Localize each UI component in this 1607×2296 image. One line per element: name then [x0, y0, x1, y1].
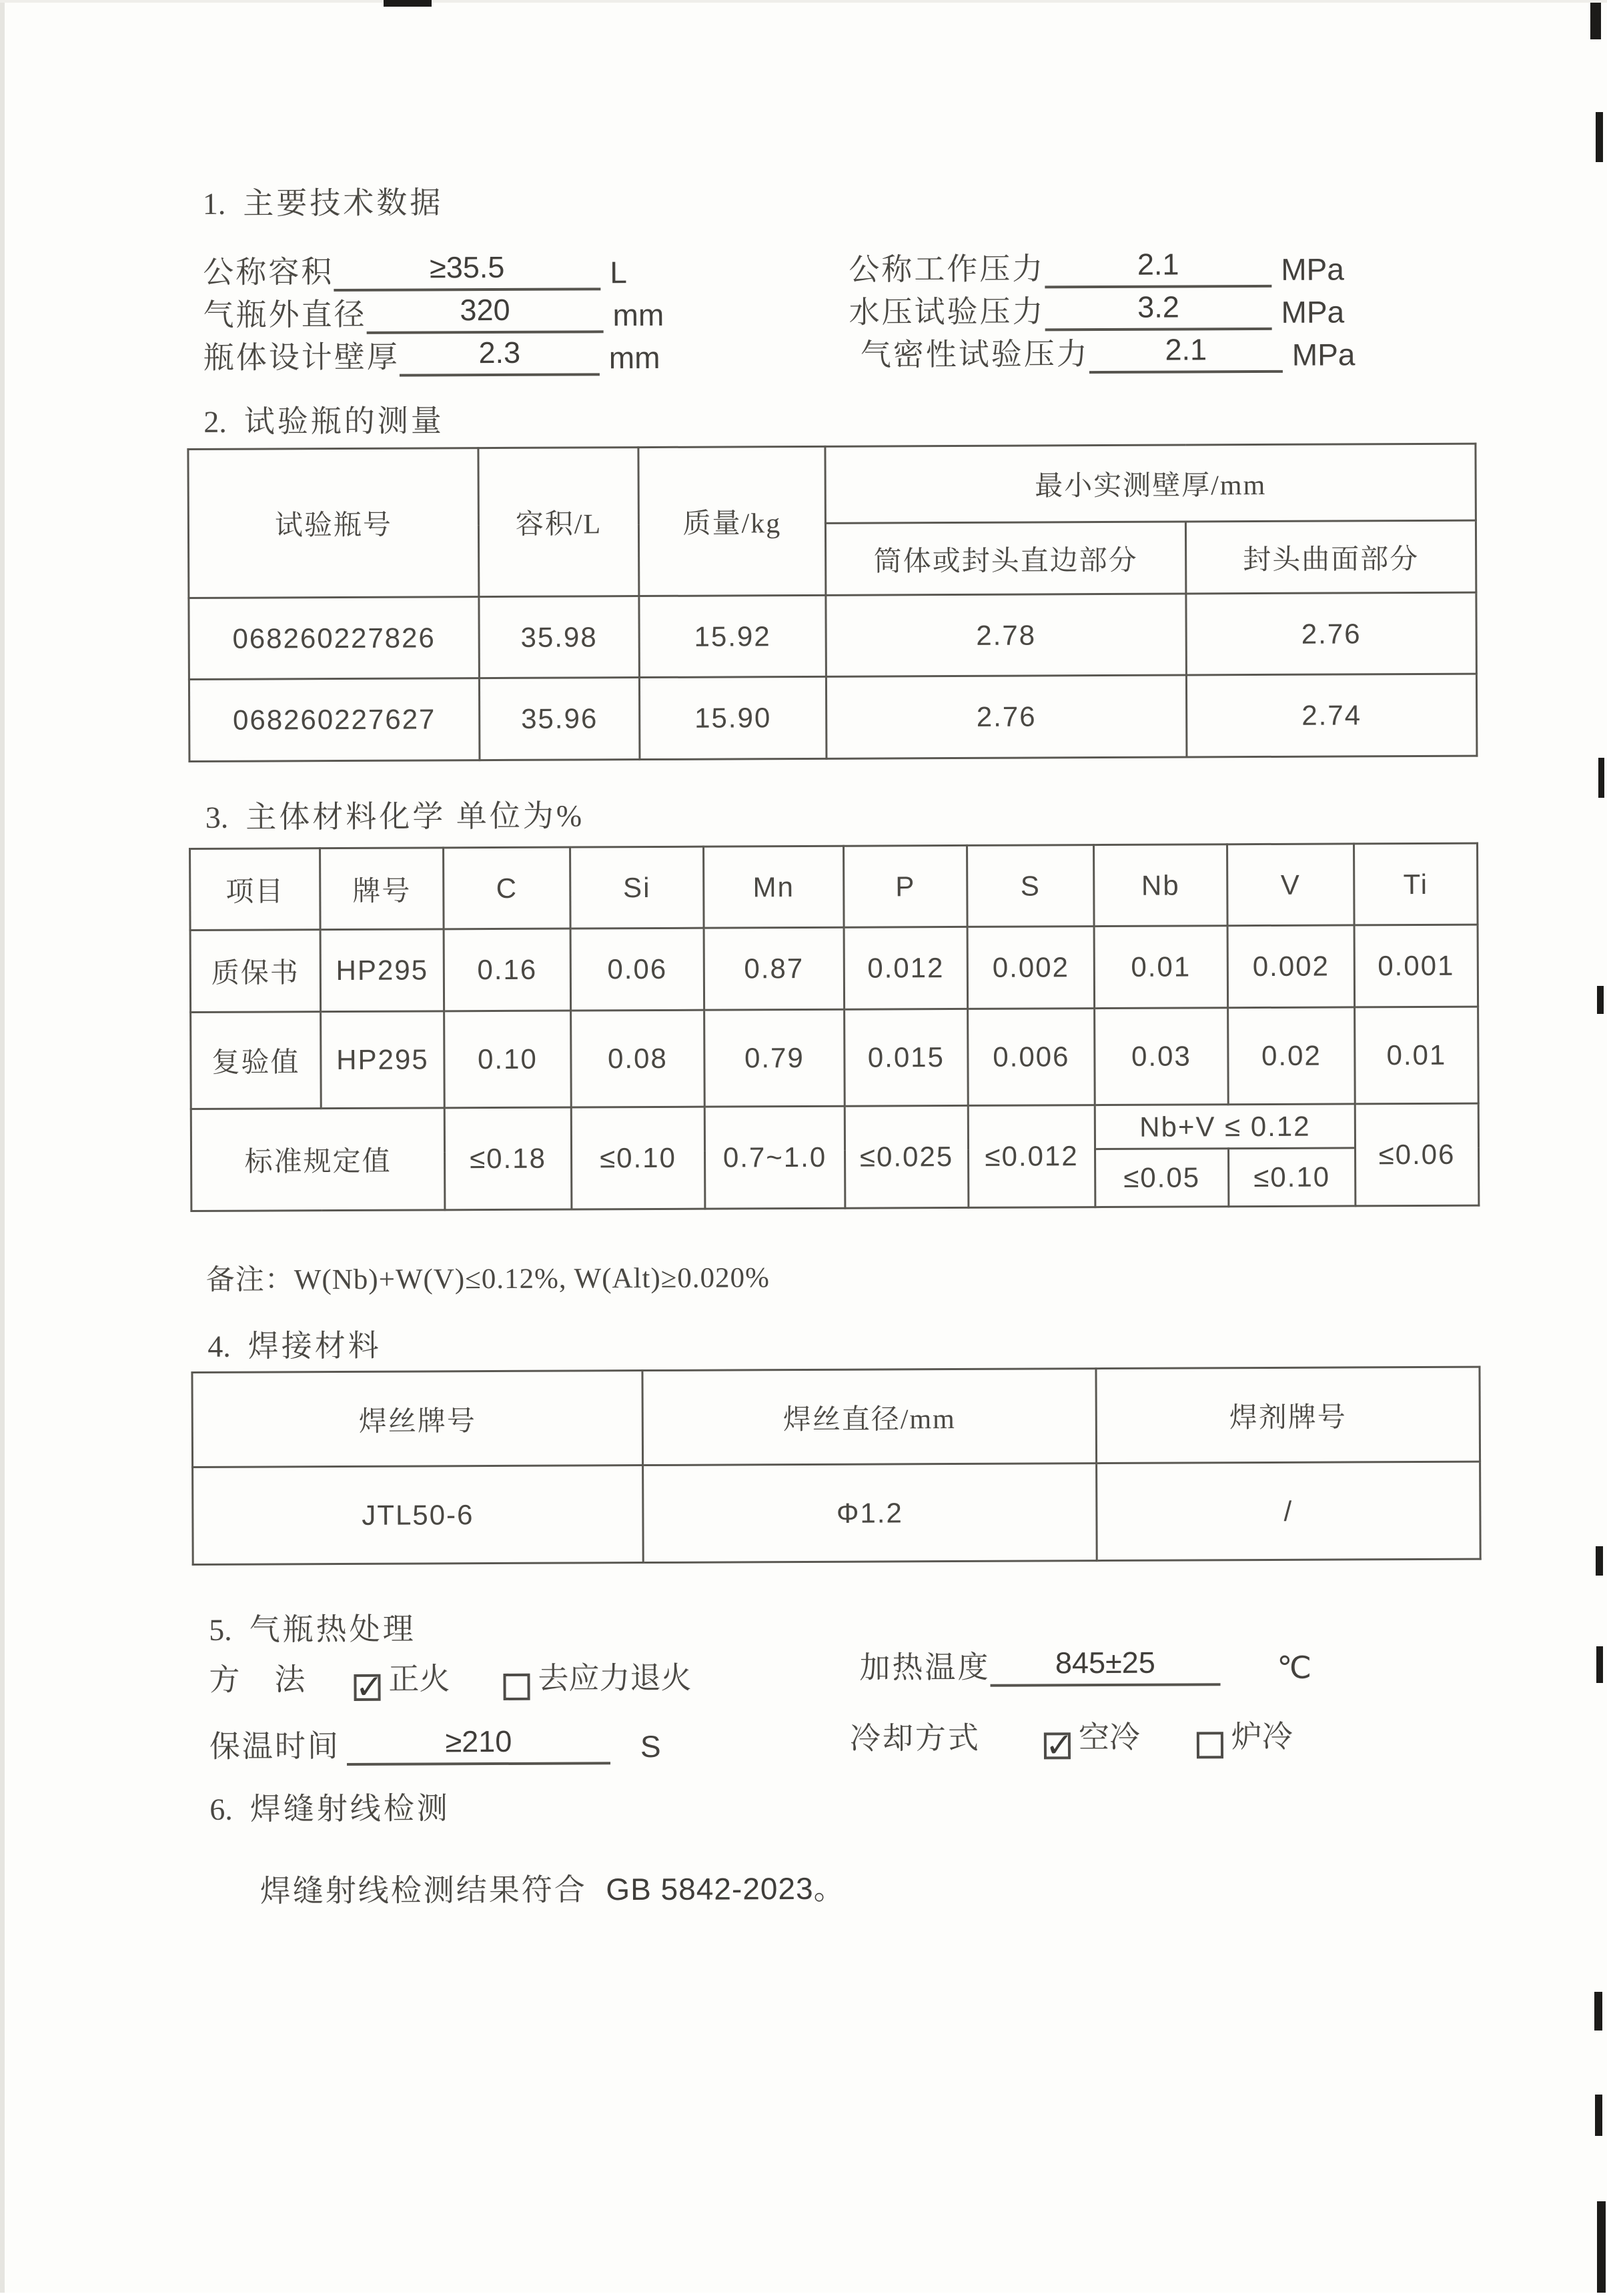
col-header-wire-diameter: 焊丝直径/mm — [642, 1369, 1097, 1466]
cell-p: 0.015 — [845, 1009, 969, 1106]
cell-volume: 35.98 — [479, 596, 640, 678]
section4-heading: 焊接材料 — [247, 1328, 382, 1363]
option-label: 正火 — [388, 1662, 450, 1696]
cell-wire-diameter: Φ1.2 — [643, 1464, 1097, 1563]
col-header-c: C — [444, 847, 571, 929]
radiograph-standard-code: GB 5842-2023。 — [606, 1870, 845, 1907]
field-nominal-volume — [203, 246, 627, 292]
checkbox-furnace-cooling-icon — [1197, 1732, 1223, 1758]
cell-c: 0.10 — [444, 1011, 572, 1108]
heating-temp-value: 845±25 — [990, 1645, 1220, 1687]
table-row — [193, 1462, 1481, 1564]
field-value: 320 — [366, 292, 603, 334]
col-header-wire-grade: 焊丝牌号 — [192, 1371, 643, 1468]
field-unit: MPa — [1281, 251, 1344, 287]
cell-curved: 2.74 — [1186, 674, 1477, 757]
test-bottle-table — [187, 443, 1478, 762]
cell-std-v: ≤0.10 — [1229, 1148, 1356, 1207]
holding-time-row — [209, 1720, 661, 1766]
cooling-label: 冷却方式 — [849, 1720, 981, 1756]
scan-artifact — [1597, 986, 1604, 1014]
section2-title — [203, 396, 444, 442]
cell-std-nbv-combined: Nb+V ≤ 0.12 — [1095, 1104, 1355, 1149]
col-header-p: P — [844, 845, 968, 927]
cell-std-c: ≤0.18 — [444, 1107, 572, 1210]
col-header-ti: Ti — [1354, 843, 1478, 925]
col-header-volume: 容积/L — [478, 448, 639, 597]
cell-flux-grade: / — [1097, 1462, 1481, 1561]
scan-artifact — [1595, 2095, 1602, 2136]
cell-v: 0.02 — [1228, 1007, 1356, 1105]
heating-temperature-row — [859, 1642, 1311, 1688]
field-working-pressure — [849, 243, 1344, 289]
cell-std-nb: ≤0.05 — [1095, 1149, 1229, 1207]
cell-ti: 0.001 — [1354, 925, 1478, 1007]
cooling-method-row — [850, 1712, 1293, 1758]
section4-number: 4. — [207, 1329, 231, 1363]
scan-artifact — [1598, 758, 1604, 798]
scan-artifact — [384, 0, 432, 7]
holding-time-value: ≥210 — [347, 1724, 610, 1766]
method-option-stress-relief — [503, 1654, 691, 1698]
table-row — [189, 592, 1477, 679]
table-header-row — [188, 444, 1476, 526]
col-header-nb: Nb — [1094, 844, 1228, 927]
cell-std-ti: ≤0.06 — [1355, 1103, 1479, 1206]
cell-straight: 2.76 — [826, 675, 1187, 758]
section4-title — [207, 1321, 382, 1366]
field-value: 2.1 — [1045, 247, 1271, 288]
holding-time-unit: S — [640, 1728, 661, 1764]
cell-si: 0.08 — [571, 1010, 705, 1107]
field-value: 2.3 — [400, 335, 600, 376]
section5-title — [209, 1605, 416, 1650]
scan-artifact — [1596, 1546, 1603, 1576]
section1-title — [203, 178, 444, 223]
cell-item: 复验值 — [191, 1012, 322, 1109]
cell-mn: 0.79 — [704, 1009, 845, 1107]
cell-s: 0.002 — [967, 927, 1095, 1009]
option-label: 去应力退火 — [538, 1660, 692, 1696]
welding-material-table — [191, 1366, 1481, 1566]
heat-method-row — [209, 1654, 691, 1700]
radiograph-result-line — [260, 1864, 845, 1911]
cell-ti: 0.01 — [1355, 1007, 1479, 1104]
cooling-option-furnace — [1197, 1712, 1293, 1757]
cell-nb: 0.01 — [1094, 926, 1228, 1009]
cell-bottle-no: 068260227627 — [189, 678, 480, 762]
cooling-option-air — [1044, 1713, 1140, 1758]
col-header-mn: Mn — [704, 846, 845, 928]
field-value: ≥35.5 — [334, 249, 600, 292]
scan-artifact — [1594, 1992, 1602, 2031]
holding-time-label: 保温时间 — [209, 1729, 341, 1764]
table-header-row — [192, 1367, 1480, 1467]
col-header-straight-section: 筒体或封头直边部分 — [825, 522, 1185, 595]
col-header-bottle-no: 试验瓶号 — [188, 448, 479, 598]
cell-c: 0.16 — [444, 929, 571, 1011]
field-hydro-test-pressure — [849, 285, 1344, 332]
field-unit: mm — [608, 340, 660, 376]
scan-artifact — [1590, 3, 1601, 39]
method-label: 方 法 — [209, 1662, 308, 1697]
field-label: 瓶体设计壁厚 — [203, 340, 400, 375]
field-label: 气瓶外直径 — [203, 297, 367, 332]
cell-nb: 0.03 — [1095, 1008, 1229, 1105]
field-label: 气密性试验压力 — [860, 337, 1089, 372]
cell-v: 0.002 — [1227, 925, 1355, 1008]
heating-temp-label: 加热温度 — [859, 1650, 991, 1685]
section3-title — [205, 791, 585, 836]
cell-s: 0.006 — [968, 1009, 1095, 1106]
section6-heading: 焊缝射线检测 — [249, 1791, 450, 1826]
section6-number: 6. — [209, 1792, 233, 1826]
field-label: 水压试验压力 — [849, 294, 1045, 330]
option-label: 炉冷 — [1231, 1719, 1293, 1754]
col-header-curved-section: 封头曲面部分 — [1185, 520, 1476, 594]
cell-wire-grade: JTL50-6 — [193, 1466, 644, 1565]
checkbox-stress-relief-icon — [503, 1674, 530, 1700]
col-header-si: Si — [570, 846, 704, 929]
field-unit: MPa — [1291, 337, 1356, 372]
radiograph-result-text: 焊缝射线检测结果符合 — [259, 1872, 587, 1908]
col-header-mass: 质量/kg — [638, 446, 826, 596]
checkbox-normalizing-icon — [354, 1674, 380, 1701]
table-row-standard — [191, 1103, 1478, 1153]
field-label: 公称工作压力 — [849, 251, 1045, 287]
cell-grade: HP295 — [320, 929, 444, 1012]
heating-temp-unit: ℃ — [1277, 1650, 1312, 1685]
cell-straight: 2.78 — [826, 594, 1187, 676]
cell-mn: 0.87 — [704, 927, 845, 1010]
col-header-grade: 牌号 — [320, 848, 444, 930]
col-header-flux-grade: 焊剂牌号 — [1096, 1367, 1480, 1464]
section3-number: 3. — [205, 800, 229, 834]
section6-title — [209, 1784, 450, 1829]
scan-artifact — [1596, 1646, 1603, 1683]
field-design-wall-thickness — [203, 332, 660, 378]
scan-artifact — [1597, 2201, 1606, 2293]
option-label: 空冷 — [1078, 1720, 1140, 1755]
section5-heading: 气瓶热处理 — [249, 1612, 416, 1647]
table-row — [191, 1007, 1479, 1109]
field-outer-diameter — [203, 289, 664, 335]
chemistry-table — [189, 842, 1480, 1212]
field-airtight-test-pressure — [861, 328, 1356, 374]
col-header-item: 项目 — [190, 848, 321, 931]
col-header-min-wall: 最小实测壁厚/mm — [825, 444, 1476, 523]
cell-volume: 35.96 — [479, 678, 640, 760]
cell-curved: 2.76 — [1186, 592, 1477, 675]
checkbox-air-cooling-icon — [1044, 1732, 1071, 1759]
field-unit: mm — [612, 297, 664, 333]
section3-heading: 主体材料化学 单位为% — [245, 798, 585, 834]
field-unit: MPa — [1281, 294, 1345, 330]
cell-std-p: ≤0.025 — [845, 1105, 969, 1208]
table-header-row — [190, 843, 1478, 930]
field-unit: L — [610, 255, 627, 290]
cell-std-si: ≤0.10 — [571, 1107, 705, 1209]
table-row — [189, 674, 1477, 761]
scan-artifact — [1596, 112, 1603, 162]
cell-grade: HP295 — [321, 1011, 445, 1109]
cell-p: 0.012 — [844, 927, 968, 1009]
cell-bottle-no: 068260227826 — [189, 597, 480, 680]
section1-heading: 主要技术数据 — [243, 185, 444, 221]
cell-mass: 15.90 — [639, 676, 827, 759]
section2-number: 2. — [203, 404, 227, 439]
cell-item: 质保书 — [190, 930, 321, 1013]
section5-number: 5. — [209, 1612, 232, 1647]
section1-number: 1. — [202, 186, 226, 221]
field-label: 公称容积 — [203, 255, 334, 290]
cell-std-s: ≤0.012 — [968, 1105, 1095, 1208]
section2-heading: 试验瓶的测量 — [243, 404, 444, 439]
chemistry-note: 备注：W(Nb)+W(V)≤0.12%, W(Alt)≥0.020% — [205, 1262, 770, 1296]
col-header-s: S — [967, 845, 1095, 927]
field-value: 3.2 — [1045, 290, 1271, 331]
cell-mass: 15.92 — [639, 595, 827, 677]
method-option-normalizing — [354, 1654, 450, 1699]
cell-standard-label: 标准规定值 — [191, 1108, 445, 1211]
cell-si: 0.06 — [570, 928, 704, 1011]
cell-std-mn: 0.7~1.0 — [704, 1106, 845, 1209]
col-header-v: V — [1227, 844, 1355, 926]
table-row — [190, 925, 1478, 1012]
field-value: 2.1 — [1089, 332, 1283, 374]
